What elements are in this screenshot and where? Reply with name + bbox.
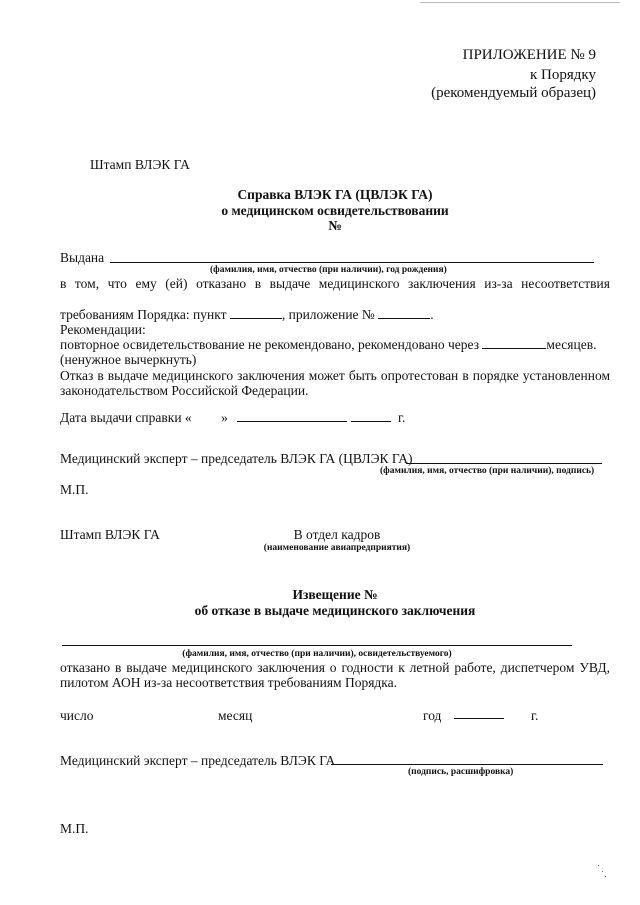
appendix-field xyxy=(378,307,430,319)
notice-year-field xyxy=(454,718,504,719)
notice-name-caption: (фамилия, имя, отчество (при наличии), освидетельствуемого) xyxy=(182,649,452,659)
strike-note: (ненужное вычеркнуть) xyxy=(60,352,197,367)
issue-date-close: » xyxy=(221,410,228,425)
reexam-line xyxy=(60,337,596,353)
certificate-subtitle: о медицинском освидетельствовании xyxy=(221,203,449,218)
notice-name-field xyxy=(62,645,572,646)
notice-title: Извещение № xyxy=(292,587,378,602)
notice-expert-caption: (подпись, расшифровка) xyxy=(408,767,514,777)
issued-to-label: Выдана xyxy=(60,250,105,265)
reexam-text: повторное освидетельствование не рекомендовано, рекомендовано через xyxy=(60,337,480,352)
notice-expert-field xyxy=(331,764,603,765)
notice-text-2: пилотом АОН из-за несоответствия требованиям Порядка. xyxy=(60,675,398,690)
appendix-note: (рекомендуемый образец) xyxy=(431,85,596,101)
appeal-text: Отказ в выдаче медицинского заключения может быть опротестован в порядке установленном xyxy=(60,368,610,383)
scan-speck xyxy=(605,876,606,877)
notice-text: отказано в выдаче медицинского заключения о годности к летной работе, диспетчером УВД, xyxy=(60,660,610,675)
issued-to-caption: (фамилия, имя, отчество (при наличии), год рождения) xyxy=(210,265,447,275)
expert-label: Медицинский эксперт – председатель ВЛЭК ГА (ЦВЛЭК ГА) xyxy=(60,451,413,466)
requirements-end: . xyxy=(430,307,434,322)
notice-seal-place: М.П. xyxy=(60,821,89,836)
issue-date-label: Дата выдачи справки « xyxy=(60,410,192,425)
appendix-ref: к Порядку xyxy=(530,67,596,83)
appendix-label: , приложение № xyxy=(281,307,375,322)
notice-stamp-label: Штамп ВЛЭК ГА xyxy=(60,527,160,542)
notice-dept-caption: (наименование авиапредприятия) xyxy=(263,543,411,553)
months-field xyxy=(482,337,546,349)
requirements-line xyxy=(60,307,434,323)
scan-speck xyxy=(598,865,599,866)
issued-to-field xyxy=(110,262,594,263)
seal-place: М.П. xyxy=(60,482,89,497)
issue-year-field xyxy=(351,410,391,422)
notice-year-label: год xyxy=(423,708,442,723)
requirements-label: требованиям Порядка: пункт xyxy=(60,307,227,322)
expert-caption: (фамилия, имя, отчество (при наличии), подпись) xyxy=(380,466,595,476)
issue-year-suffix: г. xyxy=(397,410,406,425)
notice-month-label: месяц xyxy=(218,708,253,723)
issue-month-field xyxy=(237,410,347,422)
notice-expert-label: Медицинский эксперт – председатель ВЛЭК ГА xyxy=(60,753,336,768)
appendix-number: ПРИЛОЖЕНИЕ № 9 xyxy=(462,47,596,63)
scan-edge-line xyxy=(420,2,620,3)
stamp-label: Штамп ВЛЭК ГА xyxy=(90,157,190,172)
notice-dept: В отдел кадров xyxy=(293,527,381,542)
notice-day-label: число xyxy=(60,708,94,723)
appeal-text-2: законодательством Российской Федерации. xyxy=(60,383,309,398)
scan-speck xyxy=(602,871,603,872)
certificate-number: № xyxy=(328,218,342,233)
refusal-text: в том, что ему (ей) отказано в выдаче медицинского заключения из-за несоответствия xyxy=(60,276,610,291)
notice-subtitle: об отказе в выдаче медицинского заключения xyxy=(194,603,476,618)
clause-field xyxy=(230,307,282,319)
certificate-title: Справка ВЛЭК ГА (ЦВЛЭК ГА) xyxy=(237,187,433,202)
months-label: месяцев. xyxy=(546,337,597,352)
notice-year-suffix: г. xyxy=(531,708,539,723)
issue-date-line xyxy=(60,410,405,426)
expert-field xyxy=(406,463,602,464)
recommendations-label: Рекомендации: xyxy=(60,322,146,337)
